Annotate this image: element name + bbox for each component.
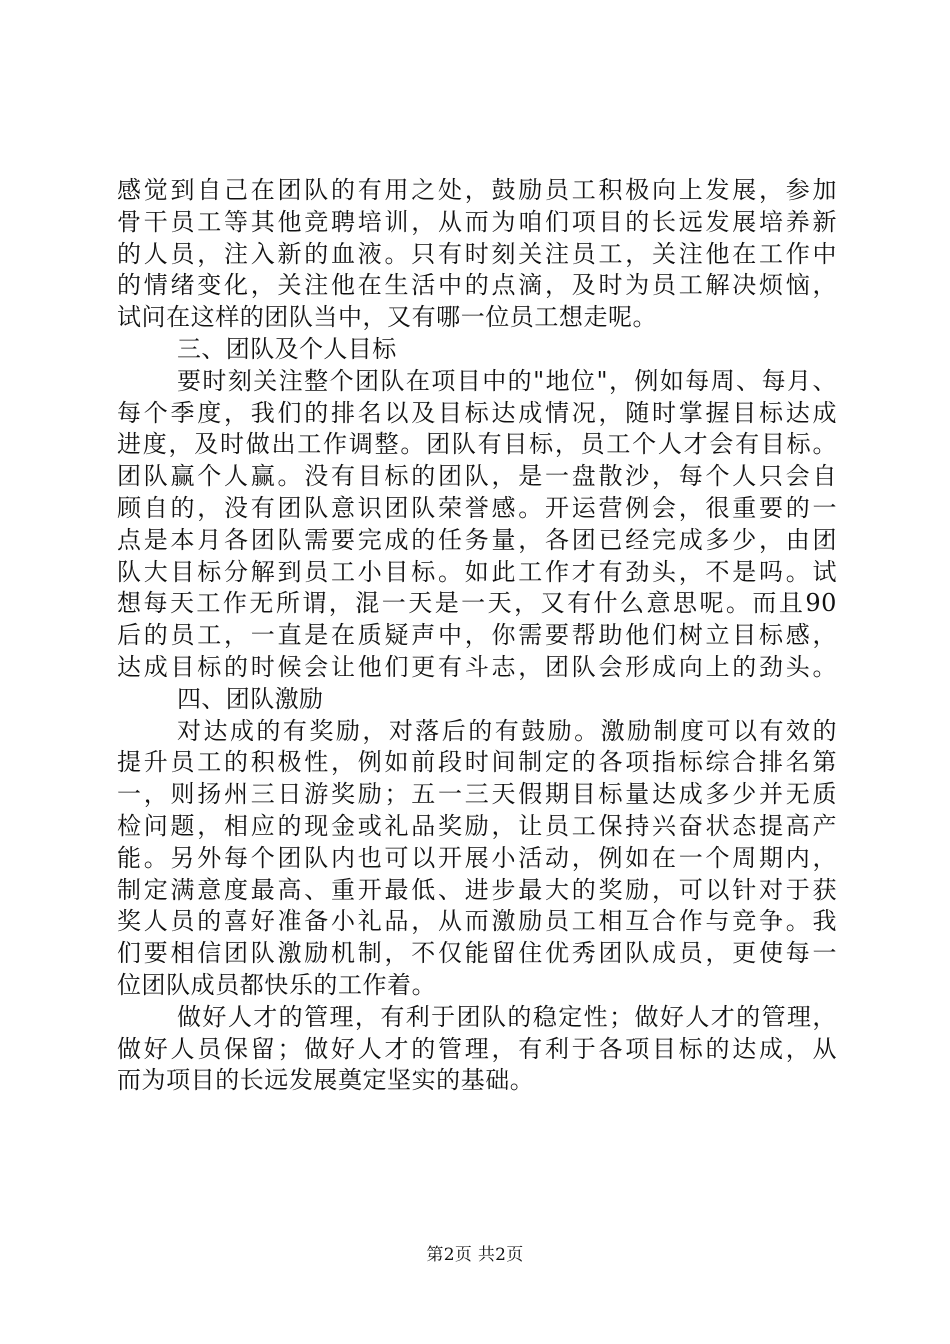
section-heading: 三、团队及个人目标 [177,334,397,363]
text-line: 后的员工，一直是在质疑声中，你需要帮助他们树立目标感， [117,621,837,650]
text-line: 每个季度，我们的排名以及目标达成情况，随时掌握目标达成 [117,398,837,427]
text-line: 能。另外每个团队内也可以开展小活动，例如在一个周期内， [117,843,837,872]
text-line: 的人员，注入新的血液。只有时刻关注员工，关注他在工作中 [117,239,837,268]
text-line: 制定满意度最高、重开最低、进步最大的奖励，可以针对于获 [117,875,837,904]
text-line: 感觉到自己在团队的有用之处，鼓励员工积极向上发展，参加 [117,176,837,204]
text-line: 试问在这样的团队当中，又有哪一位员工想走呢。 [117,303,658,332]
text-line: 队大目标分解到员工小目标。如此工作才有劲头，不是吗。试 [117,557,837,586]
text-line: 对达成的有奖励，对落后的有鼓励。激励制度可以有效的 [177,716,837,745]
text-line: 达成目标的时候会让他们更有斗志，团队会形成向上的劲头。 [117,652,837,681]
text-line: 而为项目的长远发展奠定坚实的基础。 [117,1066,535,1095]
text-line: 点是本月各团队需要完成的任务量，各团已经完成多少，由团 [117,525,837,554]
text-line: 想每天工作无所谓，混一天是一天，又有什么意思呢。而且90 [117,589,837,618]
text-line: 一，则扬州三日游奖励；五一三天假期目标量达成多少并无质 [117,780,837,809]
text-line: 检问题，相应的现金或礼品奖励，让员工保持兴奋状态提高产 [117,811,837,840]
text-line: 提升员工的积极性，例如前段时间制定的各项指标综合排名第 [117,748,837,777]
text-line: 骨干员工等其他竞聘培训，从而为咱们项目的长远发展培养新 [117,207,837,236]
section-heading: 四、团队激励 [177,684,324,713]
text-line: 位团队成员都快乐的工作着。 [117,970,437,999]
text-line: 团队赢个人赢。没有目标的团队，是一盘散沙，每个人只会自 [117,462,837,491]
text-line: 们要相信团队激励机制，不仅能留住优秀团队成员，更使每一 [117,939,837,968]
text-line: 顾自的，没有团队意识团队荣誉感。开运营例会，很重要的一 [117,493,837,522]
text-line: 进度，及时做出工作调整。团队有目标，员工个人才会有目标。 [117,430,837,459]
text-line: 做好人才的管理，有利于团队的稳定性；做好人才的管理， [177,1002,837,1031]
text-line: 要时刻关注整个团队在项目中的"地位"，例如每周、每月、 [177,366,837,395]
text-line: 的情绪变化，关注他在生活中的点滴，及时为员工解决烦恼， [117,271,837,300]
text-line: 做好人员保留；做好人才的管理，有利于各项目标的达成，从 [117,1034,837,1063]
document-body [117,175,837,1097]
text-line: 奖人员的喜好准备小礼品，从而激励员工相互合作与竞争。我 [117,907,837,936]
page-number-footer: 第2页 共2页 [426,1245,524,1265]
